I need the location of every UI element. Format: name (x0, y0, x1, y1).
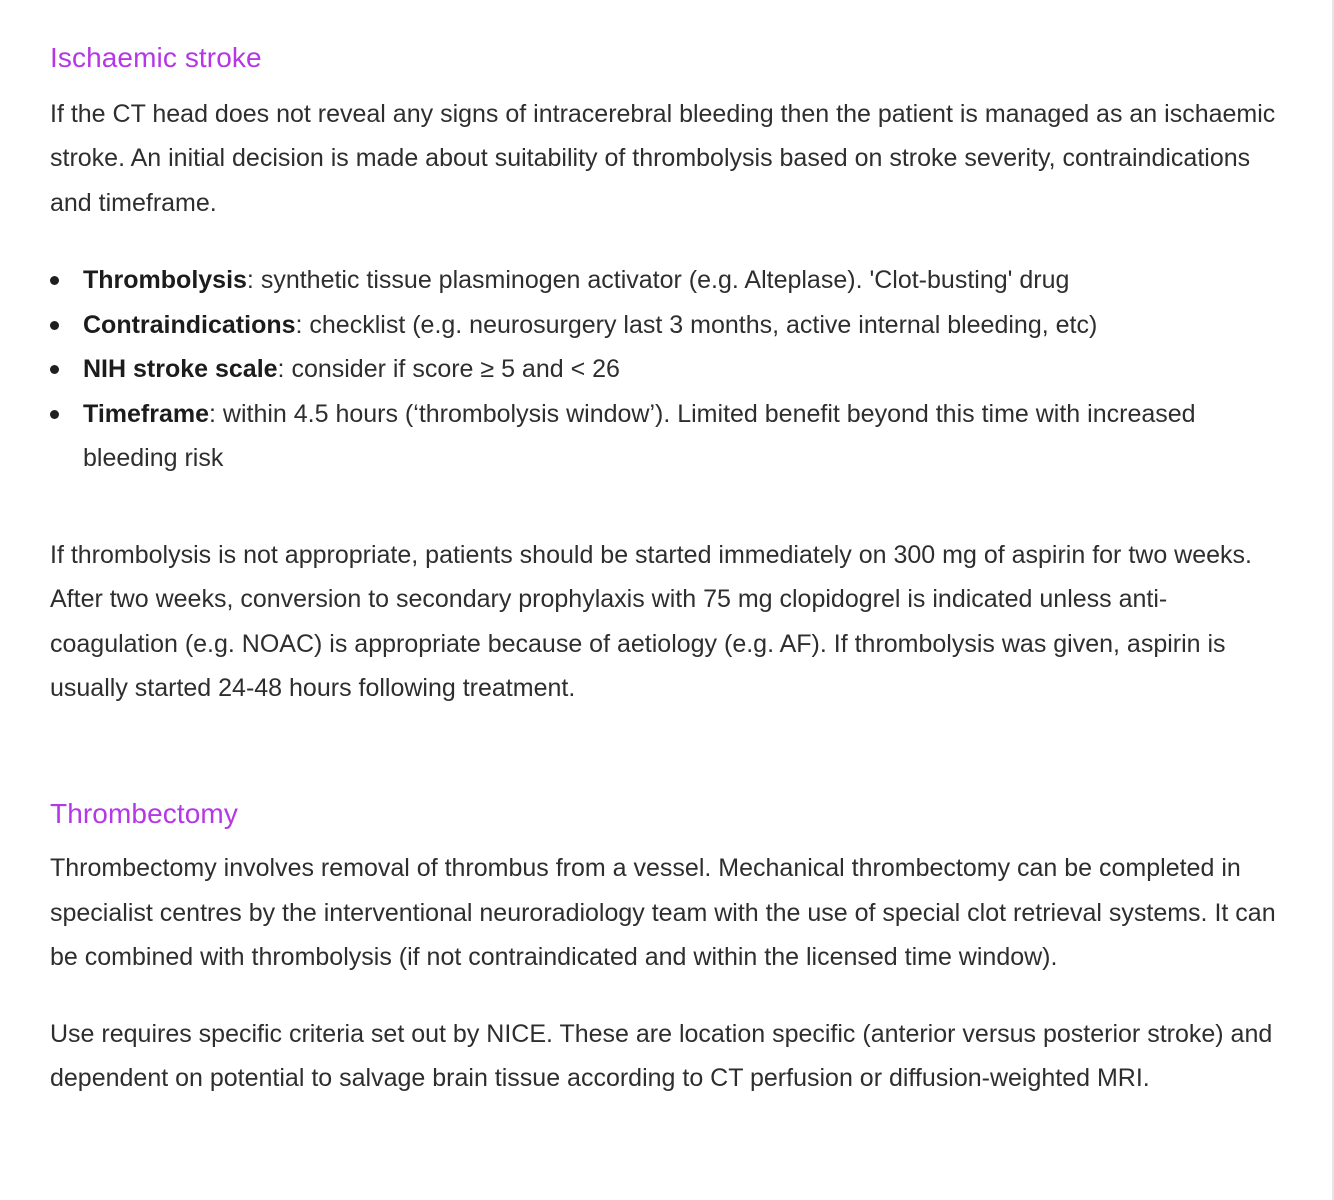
list-item-term: NIH stroke scale (83, 355, 278, 384)
list-item-thrombolysis (50, 258, 1284, 303)
list-item-text: : consider if score ≥ 5 and < 26 (277, 355, 620, 384)
section-thrombectomy (50, 797, 1284, 1101)
bullet-icon (50, 365, 59, 374)
list-item-timeframe (50, 392, 1284, 481)
thrombectomy-criteria-paragraph: Use requires specific criteria set out by NICE. These are location specific (anterior versus posterior stroke) and dependent on potential to salvage brain tissue according to CT perfusion or diffusion-weighted MRI. (50, 1019, 1273, 1093)
list-item-term: Contraindications (83, 310, 296, 339)
ischaemic-stroke-intro: If the CT head does not reveal any signs of intracerebral bleeding then the patient is managed as an ischaemic stroke. An initial decision is made about suitability of thrombolysis based on stroke severity, contraindications and timeframe. (50, 99, 1276, 217)
section-ischaemic-stroke (50, 0, 1284, 711)
list-item-nih-stroke-scale (50, 347, 1284, 392)
bullet-icon (50, 321, 59, 330)
list-item-text: : synthetic tissue plasminogen activator (e.g. Alteplase). 'Clot-busting' drug (246, 266, 1070, 295)
thrombectomy-description-paragraph: Thrombectomy involves removal of thrombus from a vessel. Mechanical thrombectomy can be completed in specialist centres by the interventional neuroradiology team with the use of special clot retrieval systems. It can be combined with thrombolysis (if not contraindicated and within the licensed time window). (50, 854, 1276, 972)
thrombolysis-criteria-list (50, 258, 1284, 481)
list-item-contraindications (50, 303, 1284, 348)
bullet-icon (50, 410, 59, 419)
aspirin-guidance-paragraph: If thrombolysis is not appropriate, patients should be started immediately on 300 mg of aspirin for two weeks. After two weeks, conversion to secondary prophylaxis with 75 mg clopidogrel is indicated unless anti-coagulation (e.g. NOAC) is appropriate because of aetiology (e.g. AF). If thrombolysis was given, aspirin is usually started 24-48 hours following treatment. (50, 540, 1252, 703)
bullet-icon (50, 276, 59, 285)
list-item-term: Timeframe (83, 399, 209, 428)
list-item-text: : checklist (e.g. neurosurgery last 3 months, active internal bleeding, etc) (295, 310, 1098, 339)
list-item-term: Thrombolysis (83, 266, 247, 295)
section-heading-thrombectomy: Thrombectomy (50, 797, 238, 829)
list-item-text: : within 4.5 hours (‘thrombolysis window’). Limited benefit beyond this time with increased bleeding risk (83, 399, 1196, 473)
section-heading-ischaemic-stroke: Ischaemic stroke (50, 42, 262, 73)
